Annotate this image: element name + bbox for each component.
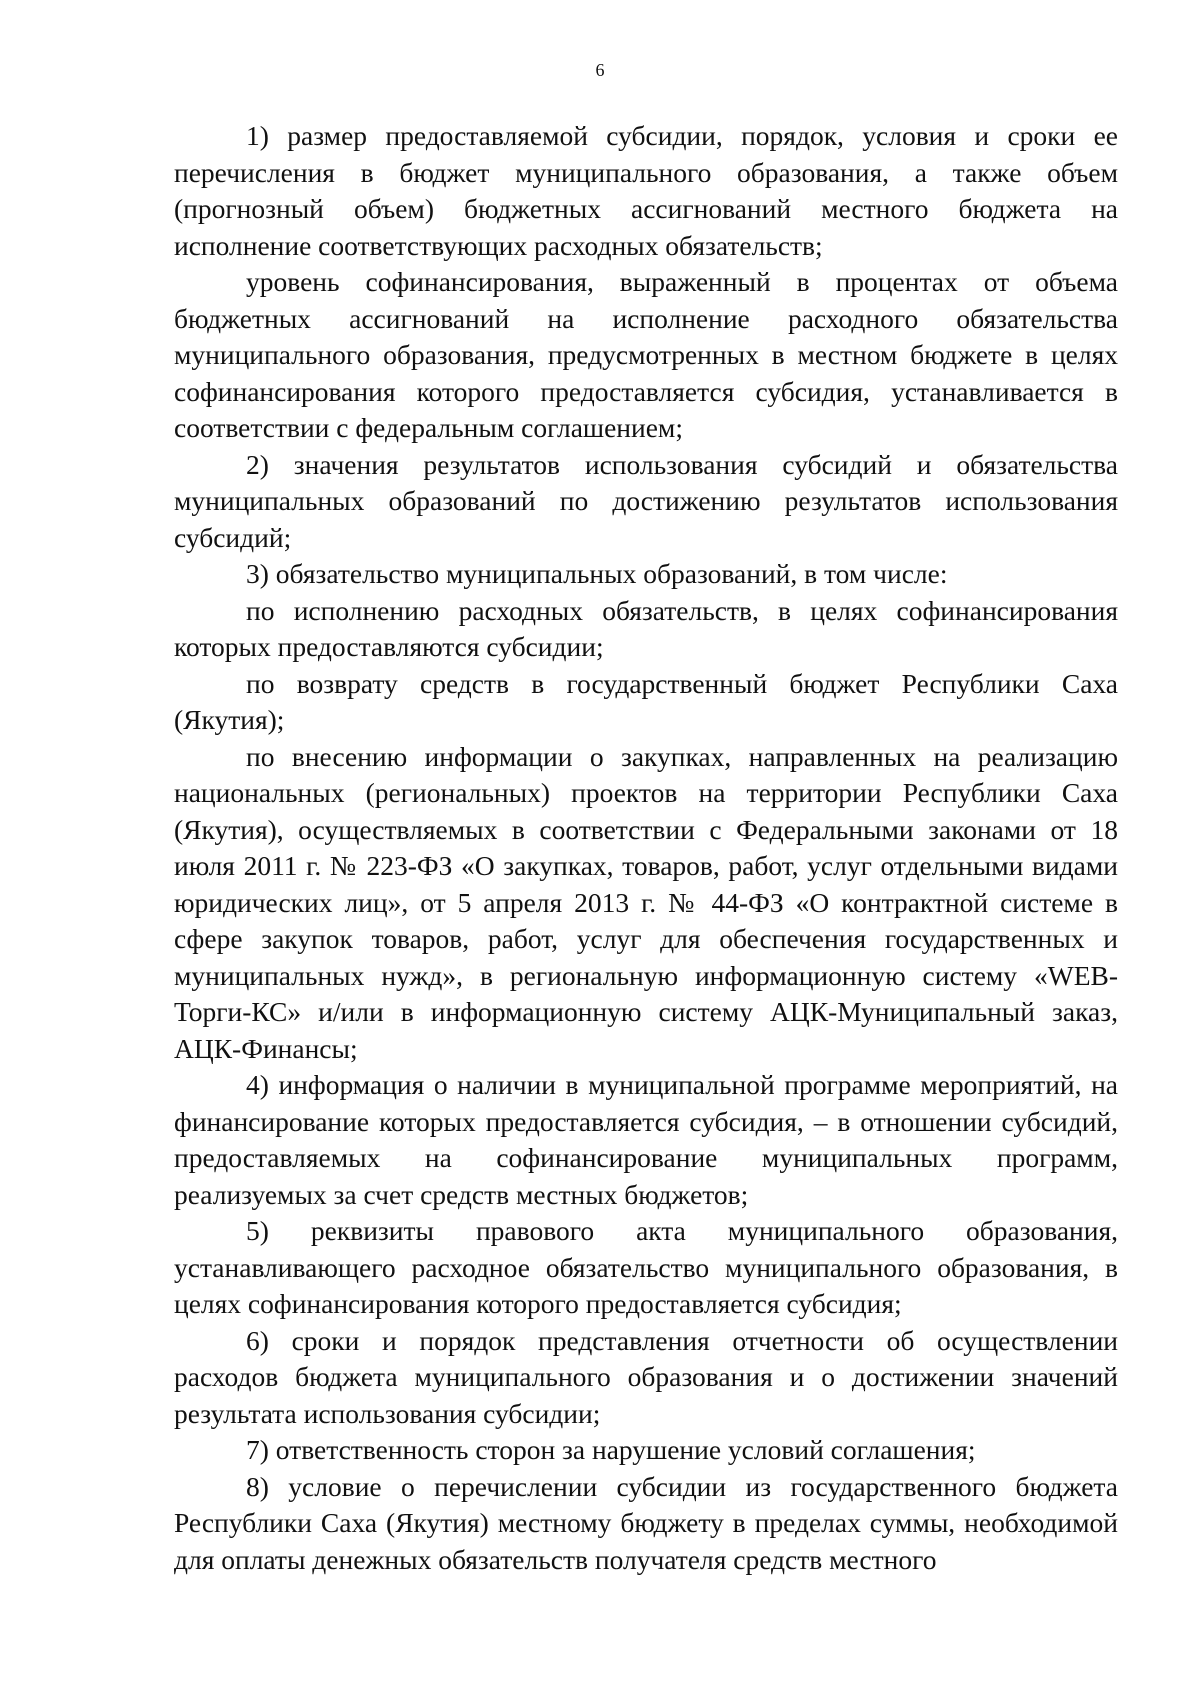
paragraph-item-5-legal-act: 5) реквизиты правового акта муниципального образования, устанавливающего расходное обязательство муниципального образования, в целях софинансирования которого предоставляется субсидия; xyxy=(174,1215,1118,1319)
paragraph-funds-return: по возврату средств в государственный бюджет Республики Саха (Якутия); xyxy=(174,667,1118,735)
paragraph-item-8-transfer-condition: 8) условие о перечислении субсидии из государственного бюджета Республики Саха (Якутия) местному бюджету в пределах суммы, необходимой для оплаты денежных обязательств получателя средств местного xyxy=(174,1470,1118,1575)
page-number: 6 xyxy=(595,60,605,80)
paragraph-cofinancing-level: уровень софинансирования, выраженный в процентах от объема бюджетных ассигнований на исполнение расходного обязательства муниципального образования, предусмотренных в местном бюджете в целях софинансирования которого предоставляется субсидия, устанавливается в соответствии с федеральным соглашением; xyxy=(174,266,1118,443)
paragraph-item-2-result-values: 2) значения результатов использования субсидий и обязательства муниципальных образований по достижению результатов использования субсидий; xyxy=(174,448,1118,553)
paragraph-expenditure-obligations: по исполнению расходных обязательств, в целях софинансирования которых предоставляются субсидии; xyxy=(174,594,1118,662)
paragraph-item-1-subsidy-size: 1) размер предоставляемой субсидии, порядок, условия и сроки ее перечисления в бюджет муниципального образования, а также объем (прогнозный объем) бюджетных ассигнований местного бюджета на исполнение соответствующих расходных обязательств; xyxy=(174,120,1118,261)
paragraph-item-4-program-info: 4) информация о наличии в муниципальной программе мероприятий, на финансирование которых предоставляется субсидия, – в отношении субсидий, предоставляемых на софинансирование муниципальных программ, реализуемых за счет средств местных бюджетов; xyxy=(174,1069,1118,1210)
paragraph-item-3-obligations: 3) обязательство муниципальных образований, в том числе: xyxy=(246,558,948,589)
document-body xyxy=(174,118,1118,1578)
paragraph-item-7-responsibility: 7) ответственность сторон за нарушение условий соглашения; xyxy=(246,1434,976,1465)
paragraph-item-6-reporting: 6) сроки и порядок представления отчетности об осуществлении расходов бюджета муниципального образования и о достижении значений результата использования субсидии; xyxy=(174,1324,1118,1429)
paragraph-procurement-info: по внесению информации о закупках, направленных на реализацию национальных (региональных) проектов на территории Республики Саха (Якутия), осуществляемых в соответствии с Федеральными законами от 18 июля 2011 г. № 223-ФЗ «О закупках, товаров, работ, услуг отдельными видами юридических лиц», от 5 апреля 2013 г. № 44-ФЗ «О контрактной системе в сфере закупок товаров, работ, услуг для обеспечения государственных и муниципальных нужд», в региональную информационную систему «WEB-Торги-КС» и/или в информационную систему АЦК-Муниципальный заказ, АЦК-Финансы; xyxy=(174,740,1118,1064)
